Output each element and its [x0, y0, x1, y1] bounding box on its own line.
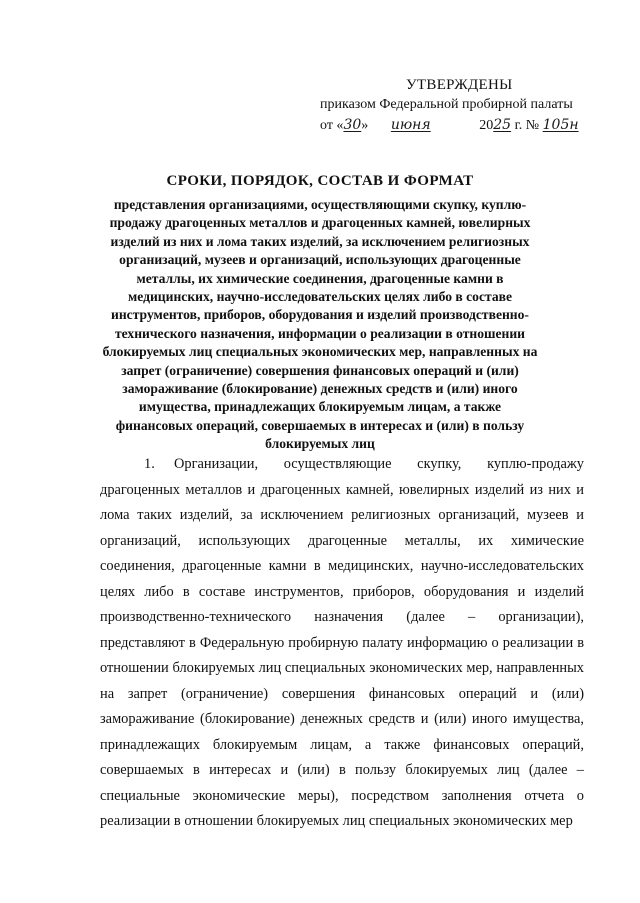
- approved-heading: УТВЕРЖДЕНЫ: [406, 77, 513, 93]
- year-end-label: г. №: [514, 118, 540, 133]
- year-prefix: 20: [479, 118, 494, 133]
- handwritten-day: 30: [343, 117, 362, 133]
- document-title: СРОКИ, ПОРЯДОК, СОСТАВ И ФОРМАТ: [166, 173, 474, 189]
- approval-stamp: [320, 75, 592, 135]
- date-prefix: от «: [320, 118, 344, 133]
- paragraph-1: [100, 452, 584, 835]
- date-close-quote: »: [361, 118, 369, 133]
- handwritten-month: июня: [390, 117, 431, 133]
- order-date-number: [320, 115, 592, 135]
- order-issuer: приказом Федеральной пробирной палаты: [320, 97, 573, 112]
- paragraph-text: Организации, осуществляющие скупку, куплю-продажу драгоценных металлов и драгоценных камней, ювелирных изделий из них и лома таких изделий, за исключением религиозных организаций, музеев и организаций, использующих драгоценные металлы, их химические соединения, драгоценные камни в медицинских, научно-исследовательских целях либо в составе инструментов, приборов, оборудования и изделий производственно-технического назначения (далее – организации), представляют в Федеральную пробирную палату информацию о реализации в отношении блокируемых лиц специальных экономических мер, направленных на запрет (ограничение) совершения финансовых операций и (или) замораживание (блокирование) денежных средств и (или) иного имущества, принадлежащих блокируемым лицам, а также финансовых операций, совершаемых в интересах и (или) в пользу блокируемых лиц (далее – специальные экономические меры), посредством заполнения отчета о реализации в отношении блокируемых лиц специальных экономических мер: [100, 456, 584, 829]
- paragraph-number: 1.: [144, 456, 155, 472]
- document-subtitle: представления организациями, осуществляющими скупку, куплю-продажу драгоценных металлов и драгоценных камней, ювелирных изделий из них и лома таких изделий, за исключением религиозных организаций, музеев и организаций, использующих драгоценные металлы, их химические соединения, драгоценные камни в медицинских, научно-исследовательских целях либо в составе инструментов, приборов, оборудования и изделий производственно-технического назначения, информации о реализации в отношении блокируемых лиц специальных экономических мер, направленных на запрет (ограничение) совершения финансовых операций и (или) замораживание (блокирование) денежных средств и (или) иного имущества, принадлежащих блокируемым лицам, а также финансовых операций, совершаемых в интересах и (или) в пользу блокируемых лиц: [102, 197, 538, 452]
- handwritten-year: 25: [493, 117, 512, 133]
- handwritten-order-number: 105н: [542, 117, 579, 133]
